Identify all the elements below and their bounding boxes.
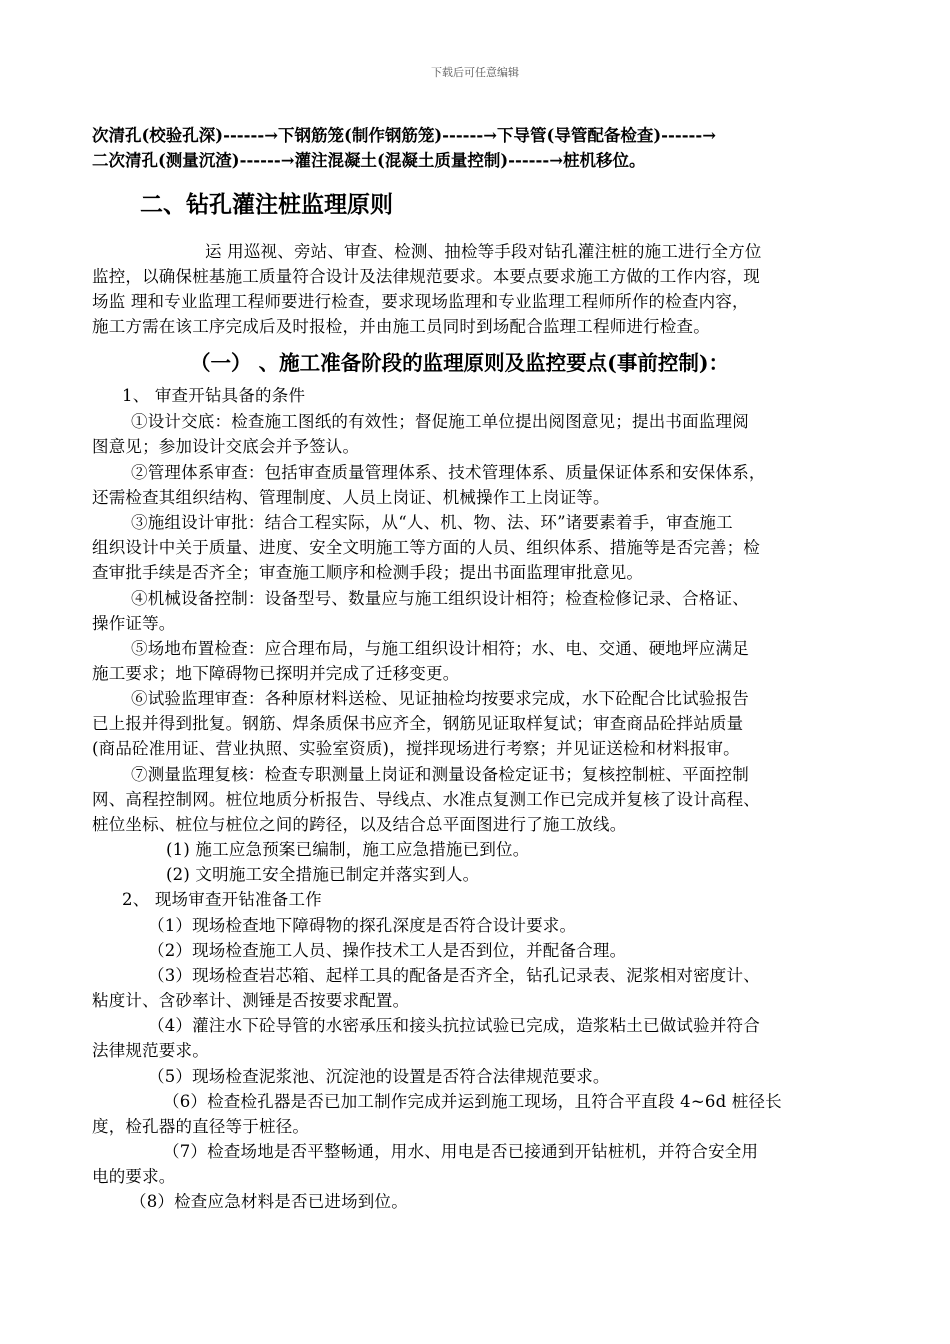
item2-line: 法律规范要求。 — [92, 1041, 209, 1060]
item1-line: 图意见；参加设计交底会并予签认。 — [92, 437, 360, 456]
item1-line: 已上报并得到批复。钢筋、焊条质保书应齐全，钢筋见证取样复试；审查商品砼拌站质量 — [92, 714, 744, 733]
item2-line: 度，检孔器的直径等于桩径。 — [92, 1117, 310, 1136]
item2-line: （8）检查应急材料是否已进场到位。 — [130, 1192, 408, 1211]
item1-title: 1、 审查开钻具备的条件 — [122, 386, 306, 405]
item2-line: （6）检查检孔器是否已加工制作完成并运到施工现场，且符合平直段 4~6d 桩径长 — [163, 1092, 782, 1111]
subsection1-title: （一） 、施工准备阶段的监理原则及监控要点(事前控制)： — [190, 351, 730, 375]
flow-line-2: 二次清孔(测量沉渣)------→灌注混凝土(混凝土质量控制)------→桩机移位。 — [92, 151, 646, 170]
intro-line-3: 场监 理和专业监理工程师要进行检查，要求现场监理和专业监理工程师所作的检查内容， — [92, 292, 749, 311]
item2-line: 电的要求。 — [92, 1167, 176, 1186]
item1-line: 施工要求；地下障碍物已探明并完成了迁移变更。 — [92, 664, 460, 683]
item1-line: ⑦测量监理复核：检查专职测量上岗证和测量设备检定证书；复核控制桩、平面控制 — [131, 765, 749, 784]
item1-line: ④机械设备控制：设备型号、数量应与施工组织设计相符；检查检修记录、合格证、 — [131, 589, 749, 608]
section2-title: 二、钻孔灌注桩监理原则 — [140, 191, 393, 218]
item2-line: （7）检查场地是否平整畅通，用水、用电是否已接通到开钻桩机，并符合安全用 — [163, 1142, 759, 1161]
item2-line: （3）现场检查岩芯箱、起样工具的配备是否齐全，钻孔记录表、泥浆相对密度计、 — [148, 966, 760, 985]
item1-line: ①设计交底：检查施工图纸的有效性；督促施工单位提出阅图意见；提出书面监理阅 — [131, 412, 749, 431]
item1-line: 查审批手续是否齐全；审查施工顺序和检测手段；提出书面监理审批意见。 — [92, 563, 644, 582]
item1-line: (商品砼准用证、营业执照、实验室资质)，搅拌现场进行考察；并见证送检和材料报审。 — [92, 739, 740, 758]
item2-line: 粘度计、含砂率计、测锤是否按要求配置。 — [92, 991, 410, 1010]
intro-line-2: 监控，以确保桩基施工质量符合设计及法律规范要求。本要点要求施工方做的工作内容，现 — [92, 267, 760, 286]
page-header: 下载后可任意编辑 — [431, 66, 519, 79]
intro-line-1: 运 用巡视、旁站、审查、检测、抽检等手段对钻孔灌注桩的施工进行全方位 — [205, 242, 762, 261]
item1-sub-line: (1) 施工应急预案已编制，施工应急措施已到位。 — [166, 840, 530, 859]
item1-line: 组织设计中关于质量、进度、安全文明施工等方面的人员、组织体系、措施等是否完善；检 — [92, 538, 760, 557]
item2-title: 2、 现场审查开钻准备工作 — [122, 890, 322, 909]
item1-line: ③施组设计审批：结合工程实际，从“人、机、物、法、环”诸要素着手，审查施工 — [131, 513, 733, 532]
item2-line: （5）现场检查泥浆池、沉淀池的设置是否符合法律规范要求。 — [148, 1067, 610, 1086]
item2-line: （4）灌注水下砼导管的水密承压和接头抗拉试验已完成，造浆粘土已做试验并符合 — [148, 1016, 760, 1035]
item1-line: 桩位坐标、桩位与桩位之间的跨径，以及结合总平面图进行了施工放线。 — [92, 815, 627, 834]
item1-line: 操作证等。 — [92, 614, 176, 633]
item1-line: ⑤场地布置检查：应合理布局，与施工组织设计相符；水、电、交通、硬地坪应满足 — [131, 639, 749, 658]
item1-line: 还需检查其组织结构、管理制度、人员上岗证、机械操作工上岗证等。 — [92, 488, 610, 507]
item1-sub-line: (2) 文明施工安全措施已制定并落实到人。 — [166, 865, 480, 884]
item2-line: （1）现场检查地下障碍物的探孔深度是否符合设计要求。 — [148, 916, 577, 935]
item1-line: ②管理体系审查：包括审查质量管理体系、技术管理体系、质量保证体系和安保体系， — [131, 463, 766, 482]
intro-line-4: 施工方需在该工序完成后及时报检，并由施工员同时到场配合监理工程师进行检查。 — [92, 317, 710, 336]
item1-line: 网、高程控制网。桩位地质分析报告、导线点、水准点复测工作已完成并复核了设计高程、 — [92, 790, 760, 809]
item1-line: ⑥试验监理审查：各种原材料送检、见证抽检均按要求完成，水下砼配合比试验报告 — [131, 689, 749, 708]
item2-line: （2）现场检查施工人员、操作技术工人是否到位，并配备合理。 — [148, 941, 627, 960]
flow-line-1: 次清孔(校验孔深)------→下钢筋笼(制作钢筋笼)------→下导管(导管配备检查)------→ — [92, 126, 717, 145]
